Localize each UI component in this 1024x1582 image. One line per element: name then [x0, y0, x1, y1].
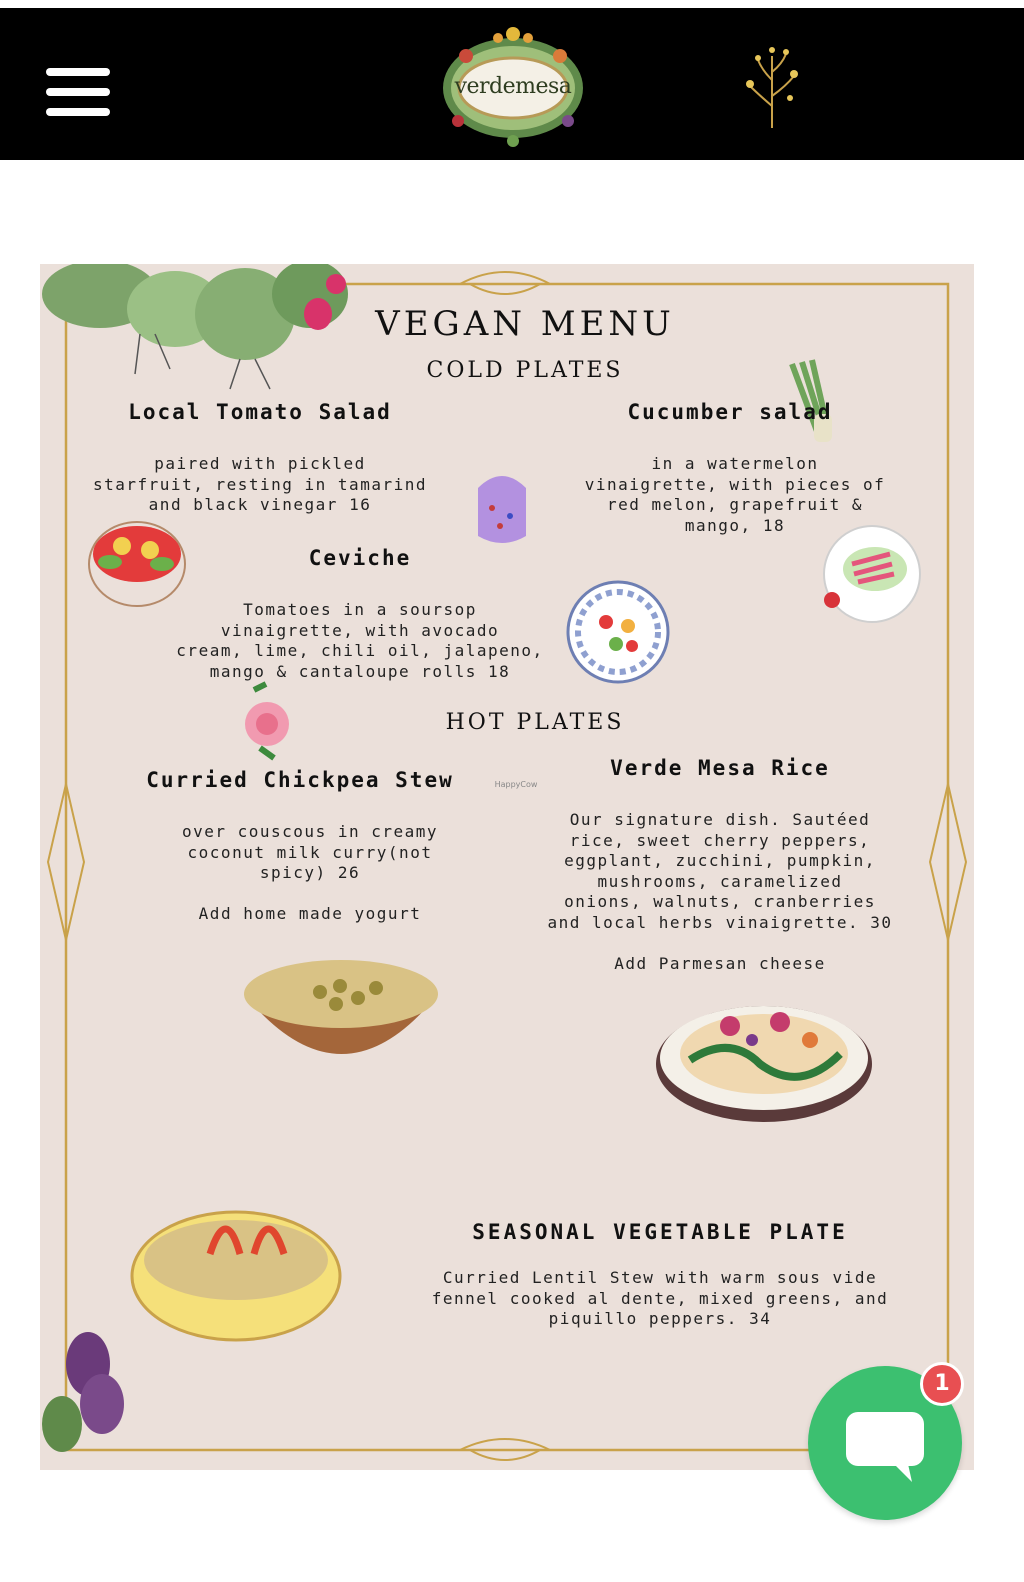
- chat-notification-badge: 1: [920, 1362, 964, 1406]
- menu-title: VEGAN MENU: [375, 304, 675, 344]
- dish-description-tomato-salad: paired with pickled starfruit, resting in tamarind and black vinegar 16: [93, 454, 427, 514]
- dish-name-chickpea-stew: Curried Chickpea Stew: [146, 768, 454, 792]
- hamburger-menu-icon[interactable]: [46, 68, 110, 116]
- dish-name-verde-mesa-rice: Verde Mesa Rice: [610, 756, 830, 780]
- golden-sprig-icon: [740, 36, 804, 132]
- dish-description-chickpea-stew: over couscous in creamy coconut milk curry(not spicy) 26: [181, 822, 439, 882]
- seasonal-plate-description: Curried Lentil Stew with warm sous vide fennel cooked al dente, mixed greens, and piquillo peppers. 34: [431, 1268, 889, 1328]
- addon-yogurt: Add home made yogurt: [198, 904, 422, 923]
- seasonal-plate-heading: SEASONAL VEGETABLE PLATE: [472, 1220, 848, 1244]
- dish-description-cucumber-salad: in a watermelon vinaigrette, with pieces of red melon, grapefruit & mango, 18: [584, 454, 886, 535]
- dish-description-verde-mesa-rice: Our signature dish. Sautéed rice, sweet cherry peppers, eggplant, zucchini, pumpkin, mushrooms, caramelized onions, walnuts, cranberries and local herbs vinaigrette. 30: [547, 810, 893, 932]
- vegan-menu-card: [40, 264, 974, 1470]
- logo-text: verdemesa: [454, 74, 572, 99]
- happycow-watermark: HappyCow: [494, 780, 538, 789]
- addon-parmesan: Add Parmesan cheese: [614, 954, 826, 973]
- dish-name-tomato-salad: Local Tomato Salad: [128, 400, 392, 424]
- hot-plates-heading: HOT PLATES: [445, 710, 625, 735]
- dish-description-ceviche: Tomatoes in a soursop vinaigrette, with avocado cream, lime, chili oil, jalapeno, mango & cantaloupe rolls 18: [176, 600, 544, 681]
- dish-name-cucumber-salad: Cucumber salad: [627, 400, 833, 424]
- verdemesa-logo[interactable]: [438, 26, 588, 151]
- cold-plates-heading: COLD PLATES: [426, 358, 624, 383]
- top-navigation-bar: [0, 8, 1024, 160]
- dish-name-ceviche: Ceviche: [308, 546, 412, 570]
